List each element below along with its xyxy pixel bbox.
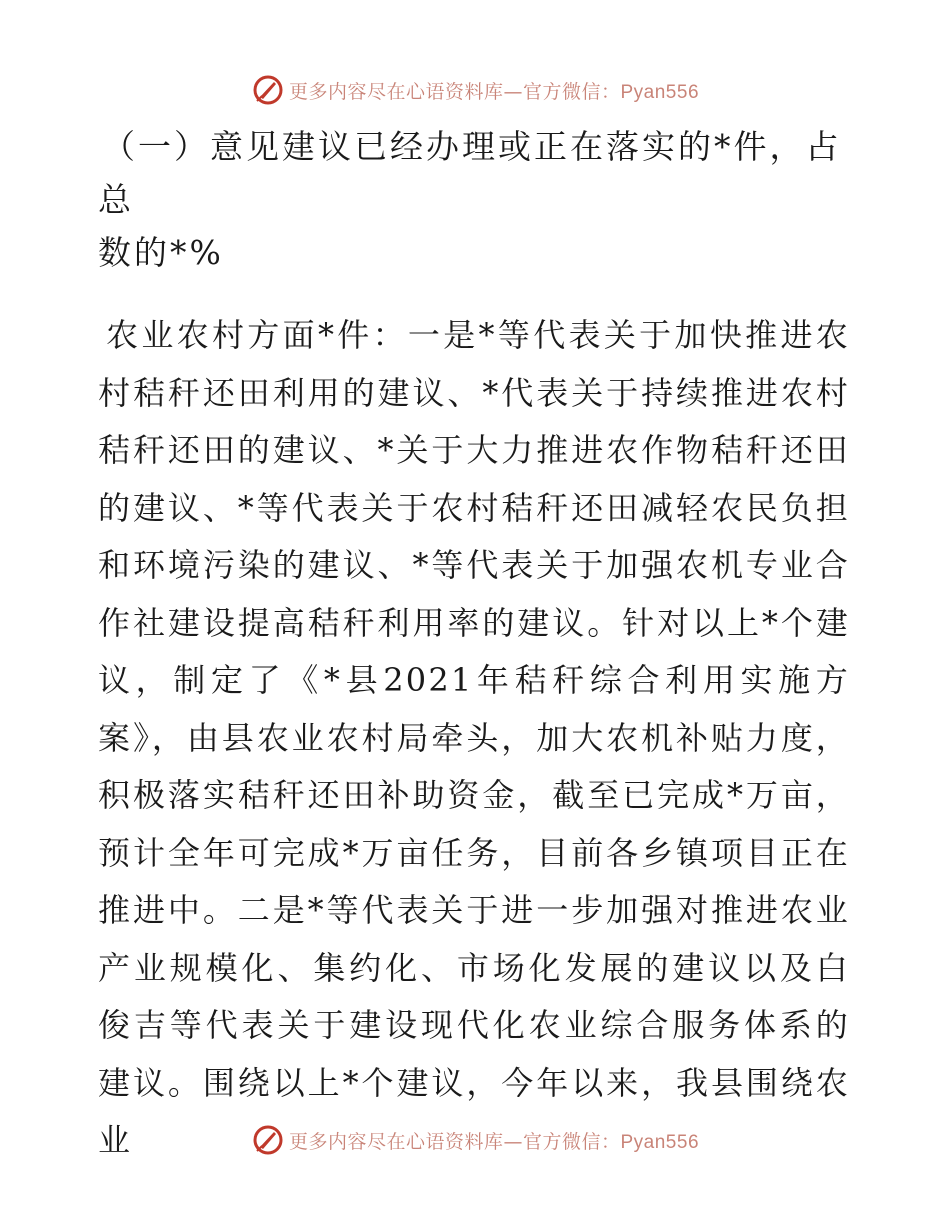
watermark-label: 更多内容尽在心语资料库—官方微信： bbox=[288, 1130, 621, 1153]
section-heading: （一）意见建议已经办理或正在落实的*件，占总 bbox=[98, 127, 842, 219]
watermark-text bbox=[289, 1127, 699, 1154]
watermark-account: Pyan556 bbox=[620, 1131, 700, 1153]
watermark-label: 更多内容尽在心语资料库—官方微信： bbox=[288, 80, 621, 103]
section-heading-continued: 数的*% bbox=[98, 233, 224, 272]
watermark-footer bbox=[0, 1120, 950, 1160]
document-body bbox=[98, 120, 850, 1170]
watermark-header bbox=[0, 70, 950, 110]
body-paragraph: 农业农村方面*件：一是*等代表关于加快推进农村秸秆还田利用的建议、*代表关于持续推进农村秸秆还田的建议、*关于大力推进农作物秸秆还田的建议、*等代表关于农村秸秆还田减轻农民负担和环境污染的建议、*等代表关于加强农机专业合作社建设提高秸秆利用率的建议。针对以上*个建议，制定了《*县2021年秸秆综合利用实施方案》，由县农业农村局牵头，加大农机补贴力度，积极落实秸秆还田补助资金，截至已完成*万亩，预计全年可完成*万亩任务，目前各乡镇项目正在推进中。二是*等代表关于进一步加强对推进农业产业规模化、集约化、市场化发展的建议以及白俊吉等代表关于建设现代化农业综合服务体系的建议。围绕以上*个建议，今年以来，我县围绕农业 bbox=[98, 316, 850, 1159]
feather-pen-logo-icon bbox=[251, 73, 285, 107]
watermark-text bbox=[289, 77, 699, 104]
watermark-account: Pyan556 bbox=[620, 81, 700, 103]
feather-pen-logo-icon bbox=[251, 1123, 285, 1157]
